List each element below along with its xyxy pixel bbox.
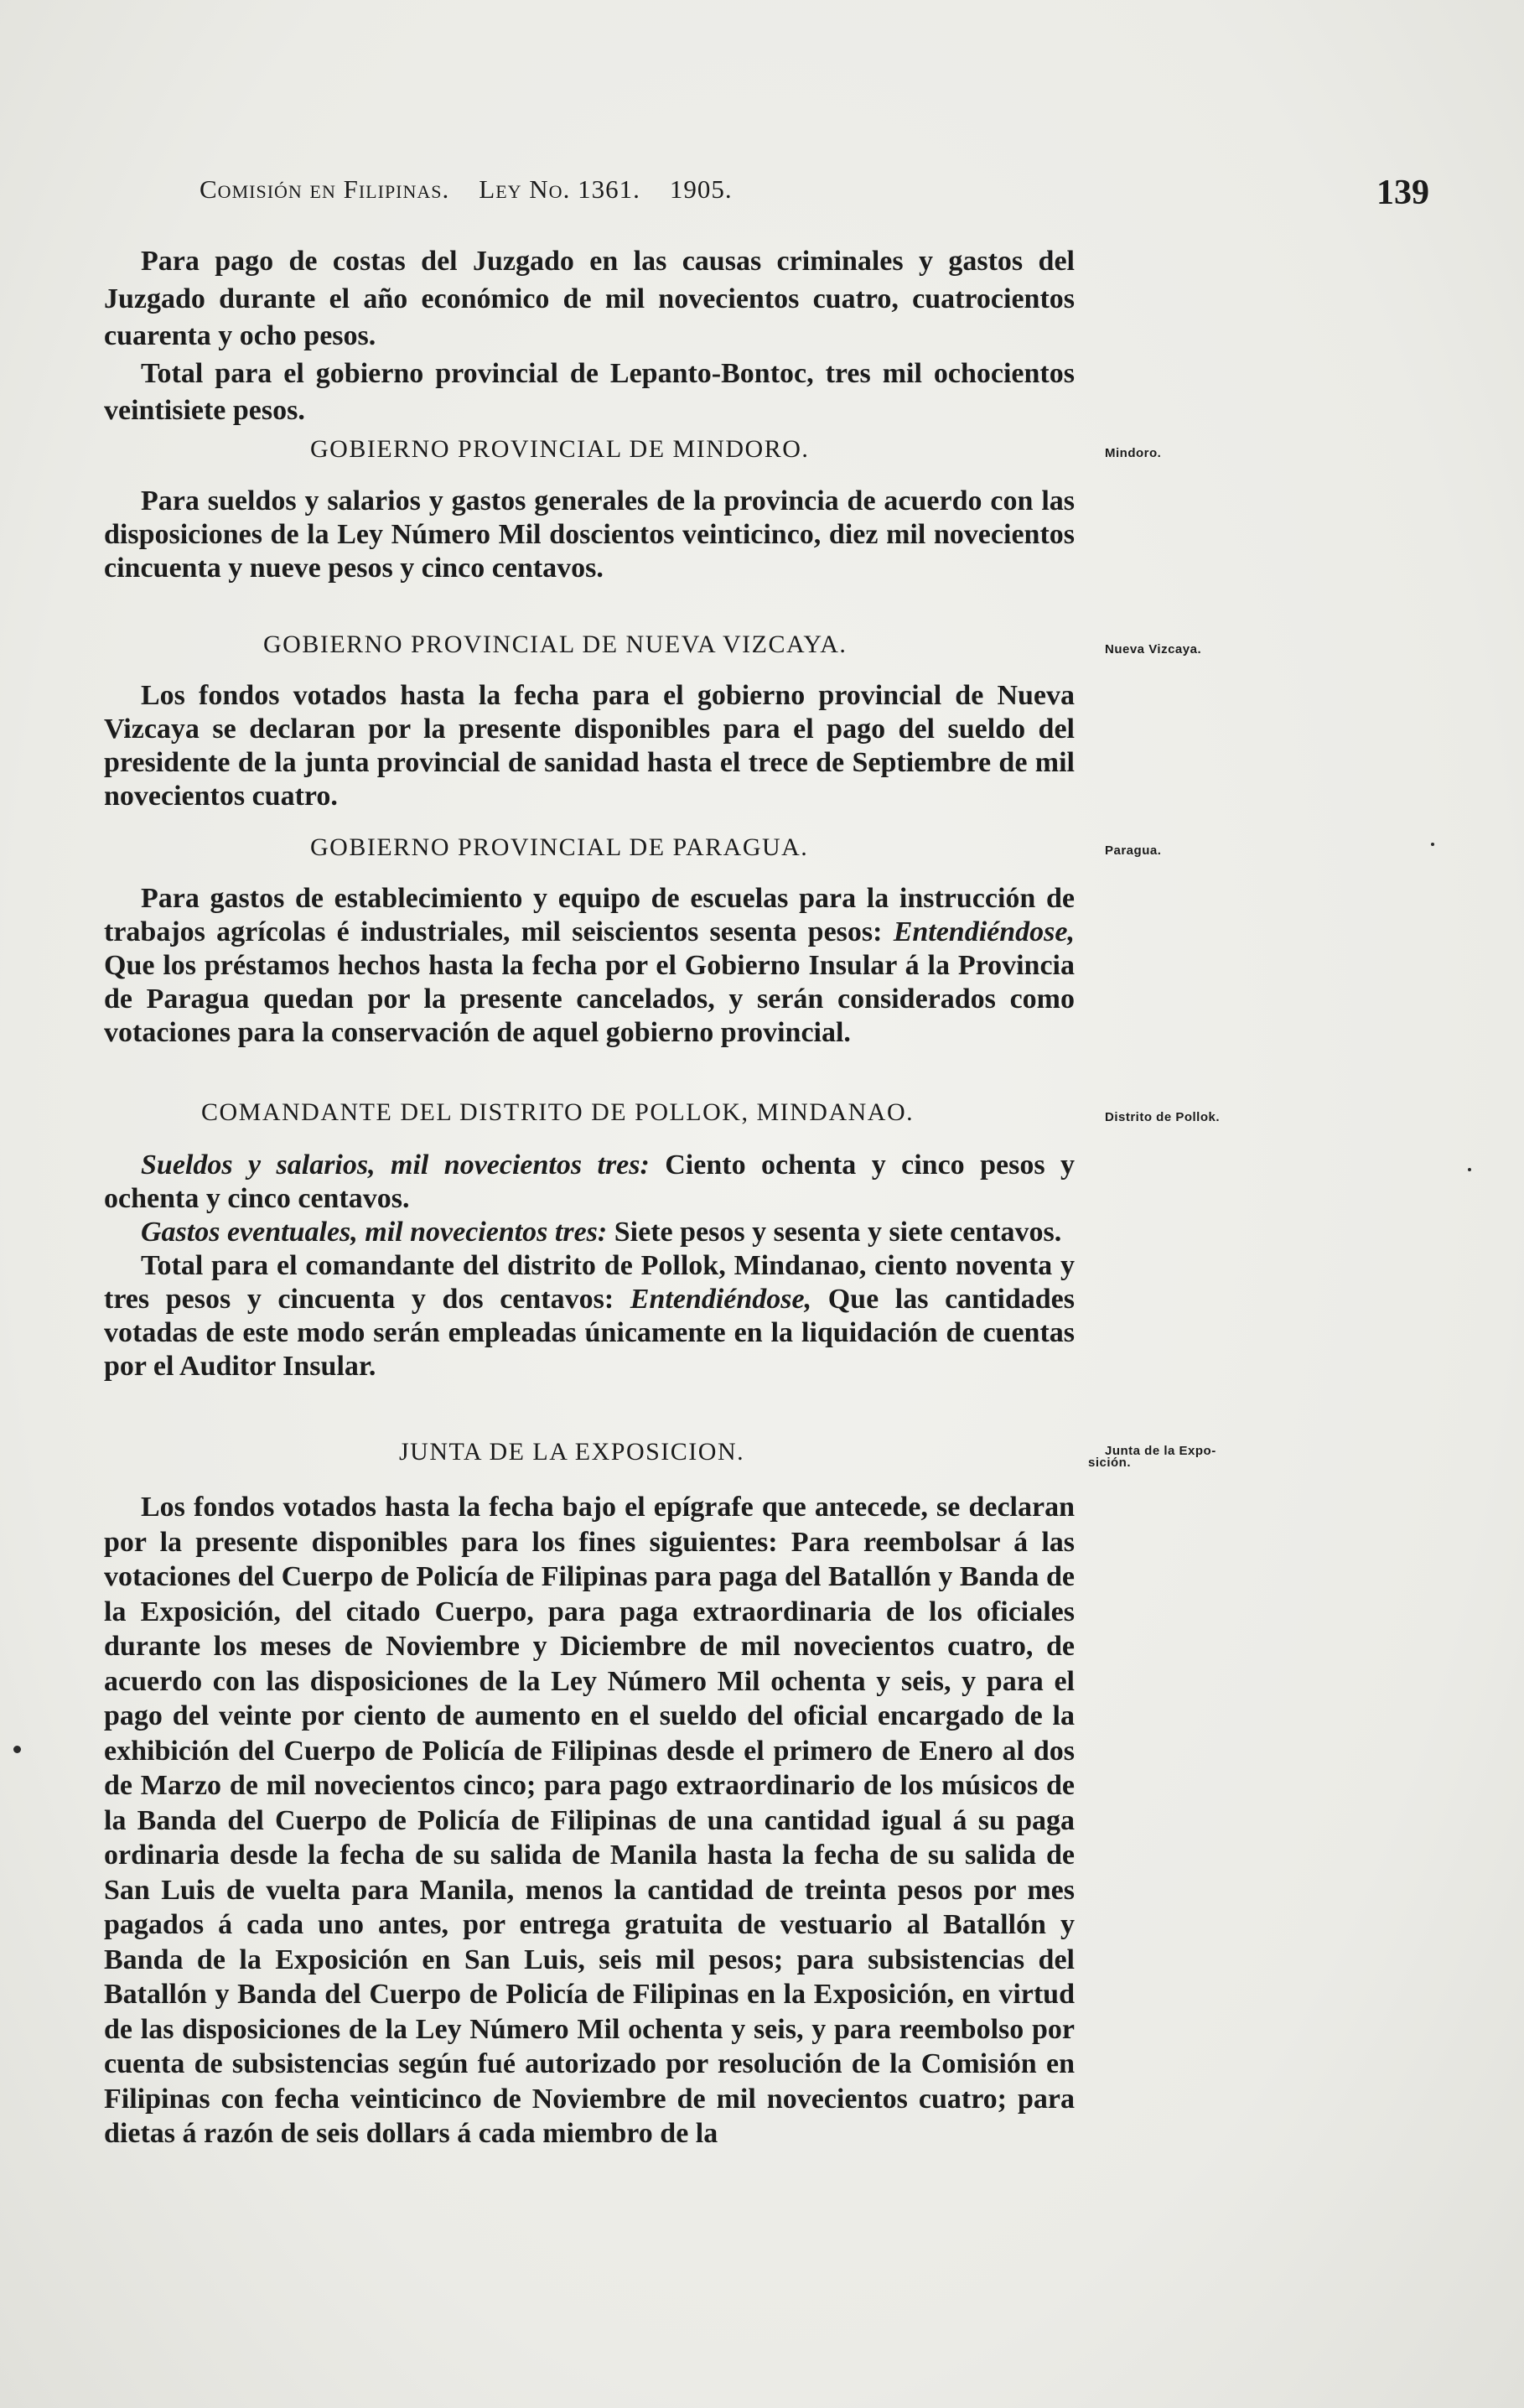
pollok-margin-note: Distrito de Pollok.: [1105, 1110, 1221, 1124]
pollok-total-b: Que las cantidades votadas de este modo serán empleadas únicamente en la liquidación de cuentas por el Auditor Insular.: [104, 1284, 1075, 1382]
scan-speck: [1431, 843, 1434, 846]
paragua-proviso: Entendiéndose,: [893, 916, 1075, 947]
paragua-section: [104, 882, 1075, 1050]
pollok-expenses-label: Gastos eventuales, mil novecientos tres:: [141, 1217, 608, 1248]
pollok-heading: COMANDANTE DEL DISTRITO DE POLLOK, MINDANAO.: [201, 1098, 915, 1126]
paragua-text-b: Que los préstamos hechos hasta la fecha por el Gobierno Insular á la Provincia de Paragua quedan por la presente cancelados, y serán considerados como votaciones para la conservación de aquel gobierno provincial.: [104, 950, 1075, 1048]
exposicion-margin-note: [1088, 1444, 1216, 1471]
exposicion-margin-line-1: Junta de la Expo-: [1105, 1444, 1216, 1458]
exposicion-section: [104, 1490, 1075, 2151]
exposicion-paragraph: Los fondos votados hasta la fecha bajo el epígrafe que antecede, se declaran por la presente disponibles para los fines siguientes: Para reembolsar á las votaciones del Cuerpo de Policía de Filipinas para paga del Batallón y Banda de la Exposición, del citado Cuerpo, para paga extraordinaria de los oficiales durante los meses de Noviembre y Diciembre de mil novecientos cuatro, de acuerdo con las disposiciones de la Ley Número Mil ochenta y seis, y para el pago del veinte por ciento de aumento en el sueldo del oficial encargado de la exhibición del Cuerpo de Policía de Filipinas desde el primero de Enero al dos de Marzo de mil novecientos cinco; para pago extraordinario de los músicos de la Banda del Cuerpo de Policía de Filipinas de una cantidad igual á su paga ordinaria desde la fecha de su salida de Manila hasta la fecha de su salida de San Luis de vuelta para Manila, menos la cantidad de treinta pesos por mes pagados á cada uno antes, por entrega gratuita de vestuario al Batallón y Banda de la Exposición en San Luis, seis mil pesos; para subsistencias del Batallón y Banda del Cuerpo de Policía de Filipinas en la Exposición, en virtud de las disposiciones de la Ley Número Mil ochenta y seis, y para reembolso por cuenta de subsistencias según fué autorizado por resolución de la Comisión en Filipinas con fecha veinticinco de Noviembre de mil novecientos cuatro; para dietas á razón de seis dollars á cada miembro de la: [104, 1492, 1075, 2149]
pollok-expenses-paragraph: [104, 1216, 1075, 1249]
nueva-vizcaya-section: [104, 679, 1075, 813]
mindoro-section: [104, 485, 1075, 585]
paragua-paragraph: [104, 882, 1075, 1050]
pollok-total-a: Total para el comandante del distrito de Pollok, Mindanao, ciento noventa y tres pesos y cincuenta y dos centavos:: [104, 1250, 1075, 1315]
nueva-vizcaya-heading: GOBIERNO PROVINCIAL DE NUEVA VIZCAYA.: [263, 631, 848, 658]
nueva-vizcaya-paragraph: Los fondos votados hasta la fecha para el gobierno provincial de Nueva Vizcaya se declaran por la presente disponibles para el pago del sueldo del presidente de la junta provincial de sanidad hasta el trece de Septiembre de mil novecientos cuatro.: [104, 680, 1075, 812]
pollok-total-paragraph: [104, 1249, 1075, 1383]
scan-speck: [13, 1746, 21, 1753]
pollok-salaries-amount: Ciento ochenta y cinco pesos y ochenta y cinco centavos.: [104, 1150, 1075, 1214]
pollok-salaries-label: Sueldos y salarios, mil novecientos tres:: [141, 1150, 650, 1181]
exposicion-margin-line-2: sición.: [1088, 1456, 1132, 1470]
page-number: 139: [1376, 174, 1429, 212]
lepanto-costs-paragraph: Para pago de costas del Juzgado en las causas criminales y gastos del Juzgado durante el año económico de mil novecientos cuatro, cuatrocientos cuarenta y ocho pesos.: [104, 246, 1075, 352]
paragua-text-a: Para gastos de establecimiento y equipo de escuelas para la instrucción de trabajos agrícolas é industriales, mil seiscientos sesenta pesos:: [104, 883, 1075, 947]
paragua-margin-note: Paragua.: [1105, 843, 1162, 858]
exposicion-heading: JUNTA DE LA EXPOSICION.: [399, 1438, 745, 1466]
scan-speck: [1468, 1168, 1471, 1171]
lepanto-section: [104, 243, 1075, 430]
mindoro-paragraph: Para sueldos y salarios y gastos generales de la provincia de acuerdo con las disposiciones de la Ley Número Mil doscientos veinticinco, diez mil novecientos cincuenta y nueve pesos y cinco centavos.: [104, 485, 1075, 584]
mindoro-heading: GOBIERNO PROVINCIAL DE MINDORO.: [310, 435, 810, 463]
running-head-law: Ley No. 1361.: [479, 174, 640, 204]
pollok-proviso: Entendiéndose,: [630, 1284, 812, 1315]
running-head-year: 1905.: [669, 174, 733, 204]
nueva-vizcaya-margin-note: Nueva Vizcaya.: [1105, 642, 1202, 656]
paragua-heading: GOBIERNO PROVINCIAL DE PARAGUA.: [310, 833, 809, 861]
pollok-expenses-amount: Siete pesos y sesenta y siete centavos.: [607, 1217, 1062, 1248]
running-head-commission: Comisión en Filipinas.: [200, 174, 450, 204]
pollok-salaries-paragraph: [104, 1149, 1075, 1216]
running-header: [200, 174, 733, 205]
mindoro-margin-note: Mindoro.: [1105, 446, 1162, 460]
pollok-section: [104, 1149, 1075, 1383]
lepanto-total-paragraph: Total para el gobierno provincial de Lepanto-Bontoc, tres mil ochocientos veintisiete pesos.: [104, 357, 1075, 427]
